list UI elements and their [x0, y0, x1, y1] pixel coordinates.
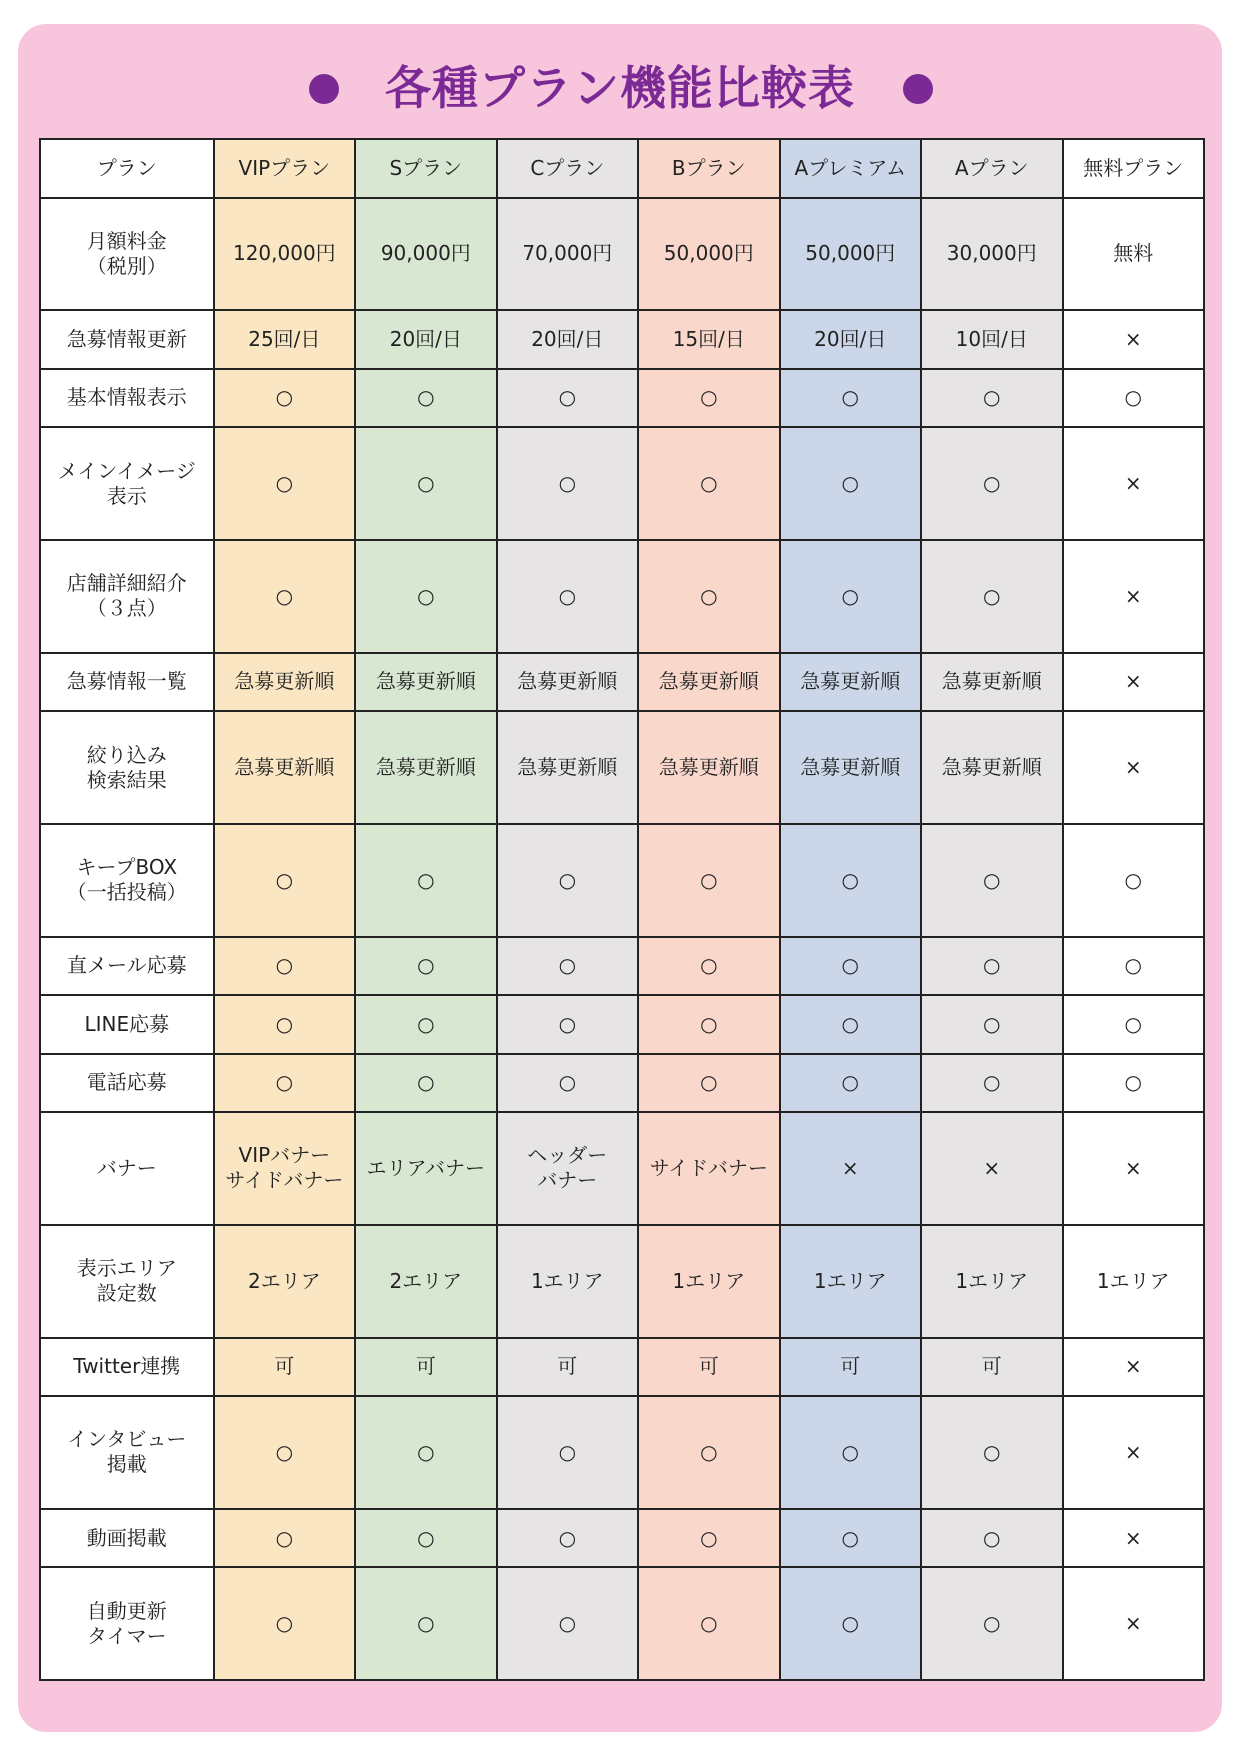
cell-s: ○: [355, 1567, 496, 1680]
cell-s: ○: [355, 1396, 496, 1509]
cell-s: ○: [355, 824, 496, 937]
table-row: [40, 310, 1204, 369]
cell-b: ○: [638, 1396, 779, 1509]
plan-comparison-table: [39, 138, 1205, 1681]
cell-a: 急募更新順: [921, 711, 1062, 824]
cell-c: ○: [497, 824, 638, 937]
cell-a: ○: [921, 540, 1062, 653]
cell-a: ○: [921, 427, 1062, 540]
cell-s: 2エリア: [355, 1225, 496, 1338]
cell-vip: ○: [214, 1396, 355, 1509]
table-row: [40, 1567, 1204, 1680]
cell-a: ○: [921, 1567, 1062, 1680]
header-cell-label: プラン: [40, 139, 214, 198]
table-row: [40, 369, 1204, 428]
cell-s: 急募更新順: [355, 653, 496, 712]
cell-c: ○: [497, 1567, 638, 1680]
cell-vip: ○: [214, 1509, 355, 1568]
cell-c: 1エリア: [497, 1225, 638, 1338]
cell-c: ○: [497, 540, 638, 653]
cell-vip: ○: [214, 937, 355, 996]
cell-free: ○: [1063, 369, 1205, 428]
cell-a-premium: ○: [780, 1567, 921, 1680]
cell-a: 可: [921, 1338, 1062, 1397]
cell-vip: 25回/日: [214, 310, 355, 369]
cell-b: 1エリア: [638, 1225, 779, 1338]
table-row: [40, 1112, 1204, 1225]
table-row: [40, 540, 1204, 653]
cell-vip: ○: [214, 995, 355, 1054]
cell-c: ○: [497, 1054, 638, 1113]
cell-a: ○: [921, 824, 1062, 937]
cell-free: ×: [1063, 1112, 1205, 1225]
cell-a-premium: ○: [780, 427, 921, 540]
cell-vip: 120,000円: [214, 198, 355, 311]
table-row: [40, 824, 1204, 937]
cell-c: ○: [497, 427, 638, 540]
header-cell-c: Cプラン: [497, 139, 638, 198]
table-row: [40, 1225, 1204, 1338]
cell-c: 70,000円: [497, 198, 638, 311]
cell-s: ○: [355, 937, 496, 996]
cell-s: ○: [355, 1054, 496, 1113]
cell-vip: ○: [214, 824, 355, 937]
row-label: 店舗詳細紹介 （３点）: [40, 540, 214, 653]
table-row: [40, 1396, 1204, 1509]
row-label: 動画掲載: [40, 1509, 214, 1568]
cell-free: ×: [1063, 1509, 1205, 1568]
cell-c: 可: [497, 1338, 638, 1397]
cell-b: 急募更新順: [638, 711, 779, 824]
cell-free: ×: [1063, 310, 1205, 369]
cell-a-premium: 1エリア: [780, 1225, 921, 1338]
cell-b: ○: [638, 1567, 779, 1680]
row-label: 急募情報更新: [40, 310, 214, 369]
table-row: [40, 427, 1204, 540]
cell-a-premium: ○: [780, 540, 921, 653]
header-cell-free: 無料プラン: [1063, 139, 1205, 198]
row-label: 直メール応募: [40, 937, 214, 996]
cell-vip: 2エリア: [214, 1225, 355, 1338]
cell-c: ○: [497, 937, 638, 996]
row-label: 電話応募: [40, 1054, 214, 1113]
table-row: [40, 653, 1204, 712]
cell-s: 可: [355, 1338, 496, 1397]
cell-free: 無料: [1063, 198, 1205, 311]
cell-a: 1エリア: [921, 1225, 1062, 1338]
cell-b: ○: [638, 995, 779, 1054]
row-label: メインイメージ 表示: [40, 427, 214, 540]
header-row: [40, 139, 1204, 198]
cell-free: ×: [1063, 1338, 1205, 1397]
cell-a-premium: ○: [780, 995, 921, 1054]
header-cell-vip: VIPプラン: [214, 139, 355, 198]
cell-s: ○: [355, 995, 496, 1054]
cell-a-premium: ×: [780, 1112, 921, 1225]
bullet-dot-right-icon: [903, 74, 933, 104]
cell-s: ○: [355, 369, 496, 428]
table-row: [40, 198, 1204, 311]
cell-s: 急募更新順: [355, 711, 496, 824]
cell-free: ×: [1063, 653, 1205, 712]
cell-c: 急募更新順: [497, 653, 638, 712]
table-row: [40, 937, 1204, 996]
table-row: [40, 711, 1204, 824]
cell-b: 急募更新順: [638, 653, 779, 712]
table-row: [40, 1509, 1204, 1568]
cell-c: ヘッダー バナー: [497, 1112, 638, 1225]
row-label: インタビュー 掲載: [40, 1396, 214, 1509]
row-label: 月額料金 （税別）: [40, 198, 214, 311]
page-title: 各種プラン機能比較表: [385, 61, 855, 115]
cell-c: 急募更新順: [497, 711, 638, 824]
cell-b: サイドバナー: [638, 1112, 779, 1225]
cell-b: 15回/日: [638, 310, 779, 369]
cell-vip: 急募更新順: [214, 711, 355, 824]
cell-s: ○: [355, 540, 496, 653]
cell-a-premium: 急募更新順: [780, 711, 921, 824]
cell-free: ×: [1063, 1396, 1205, 1509]
cell-a: ○: [921, 937, 1062, 996]
cell-vip: 可: [214, 1338, 355, 1397]
cell-a: ○: [921, 995, 1062, 1054]
header-cell-a: Aプラン: [921, 139, 1062, 198]
header-cell-a-premium: Aプレミアム: [780, 139, 921, 198]
cell-a-premium: ○: [780, 824, 921, 937]
cell-a-premium: 可: [780, 1338, 921, 1397]
cell-b: ○: [638, 427, 779, 540]
cell-a-premium: 50,000円: [780, 198, 921, 311]
cell-a-premium: 急募更新順: [780, 653, 921, 712]
cell-a: ○: [921, 1396, 1062, 1509]
row-label: 自動更新 タイマー: [40, 1567, 214, 1680]
cell-b: ○: [638, 1054, 779, 1113]
table-row: [40, 1338, 1204, 1397]
cell-c: ○: [497, 1396, 638, 1509]
row-label: キープBOX （一括投稿）: [40, 824, 214, 937]
cell-free: ×: [1063, 1567, 1205, 1680]
cell-a: ×: [921, 1112, 1062, 1225]
row-label: Twitter連携: [40, 1338, 214, 1397]
table-row: [40, 995, 1204, 1054]
cell-vip: ○: [214, 540, 355, 653]
cell-a-premium: ○: [780, 1396, 921, 1509]
cell-b: ○: [638, 937, 779, 996]
cell-a-premium: ○: [780, 1509, 921, 1568]
cell-free: ○: [1063, 1054, 1205, 1113]
cell-free: ×: [1063, 540, 1205, 653]
cell-c: ○: [497, 369, 638, 428]
cell-s: ○: [355, 1509, 496, 1568]
cell-vip: VIPバナー サイドバナー: [214, 1112, 355, 1225]
title-row: [0, 40, 1240, 130]
cell-b: ○: [638, 824, 779, 937]
row-label: バナー: [40, 1112, 214, 1225]
cell-c: ○: [497, 1509, 638, 1568]
cell-a: 10回/日: [921, 310, 1062, 369]
cell-a-premium: ○: [780, 369, 921, 428]
cell-b: 可: [638, 1338, 779, 1397]
row-label: 急募情報一覧: [40, 653, 214, 712]
table-row: [40, 1054, 1204, 1113]
cell-c: ○: [497, 995, 638, 1054]
header-cell-s: Sプラン: [355, 139, 496, 198]
cell-b: ○: [638, 1509, 779, 1568]
cell-free: ○: [1063, 824, 1205, 937]
cell-free: 1エリア: [1063, 1225, 1205, 1338]
cell-a: 30,000円: [921, 198, 1062, 311]
cell-free: ×: [1063, 427, 1205, 540]
cell-s: 20回/日: [355, 310, 496, 369]
cell-a-premium: ○: [780, 937, 921, 996]
row-label: LINE応募: [40, 995, 214, 1054]
cell-free: ○: [1063, 937, 1205, 996]
cell-vip: ○: [214, 1567, 355, 1680]
cell-a: ○: [921, 1509, 1062, 1568]
cell-s: 90,000円: [355, 198, 496, 311]
cell-b: 50,000円: [638, 198, 779, 311]
row-label: 絞り込み 検索結果: [40, 711, 214, 824]
cell-a: ○: [921, 1054, 1062, 1113]
header-cell-b: Bプラン: [638, 139, 779, 198]
cell-s: エリアバナー: [355, 1112, 496, 1225]
cell-a: ○: [921, 369, 1062, 428]
cell-s: ○: [355, 427, 496, 540]
cell-a: 急募更新順: [921, 653, 1062, 712]
row-label: 基本情報表示: [40, 369, 214, 428]
cell-free: ○: [1063, 995, 1205, 1054]
row-label: 表示エリア 設定数: [40, 1225, 214, 1338]
cell-a-premium: ○: [780, 1054, 921, 1113]
cell-vip: ○: [214, 369, 355, 428]
cell-b: ○: [638, 369, 779, 428]
cell-c: 20回/日: [497, 310, 638, 369]
cell-free: ×: [1063, 711, 1205, 824]
cell-vip: ○: [214, 427, 355, 540]
cell-b: ○: [638, 540, 779, 653]
cell-a-premium: 20回/日: [780, 310, 921, 369]
cell-vip: ○: [214, 1054, 355, 1113]
cell-vip: 急募更新順: [214, 653, 355, 712]
